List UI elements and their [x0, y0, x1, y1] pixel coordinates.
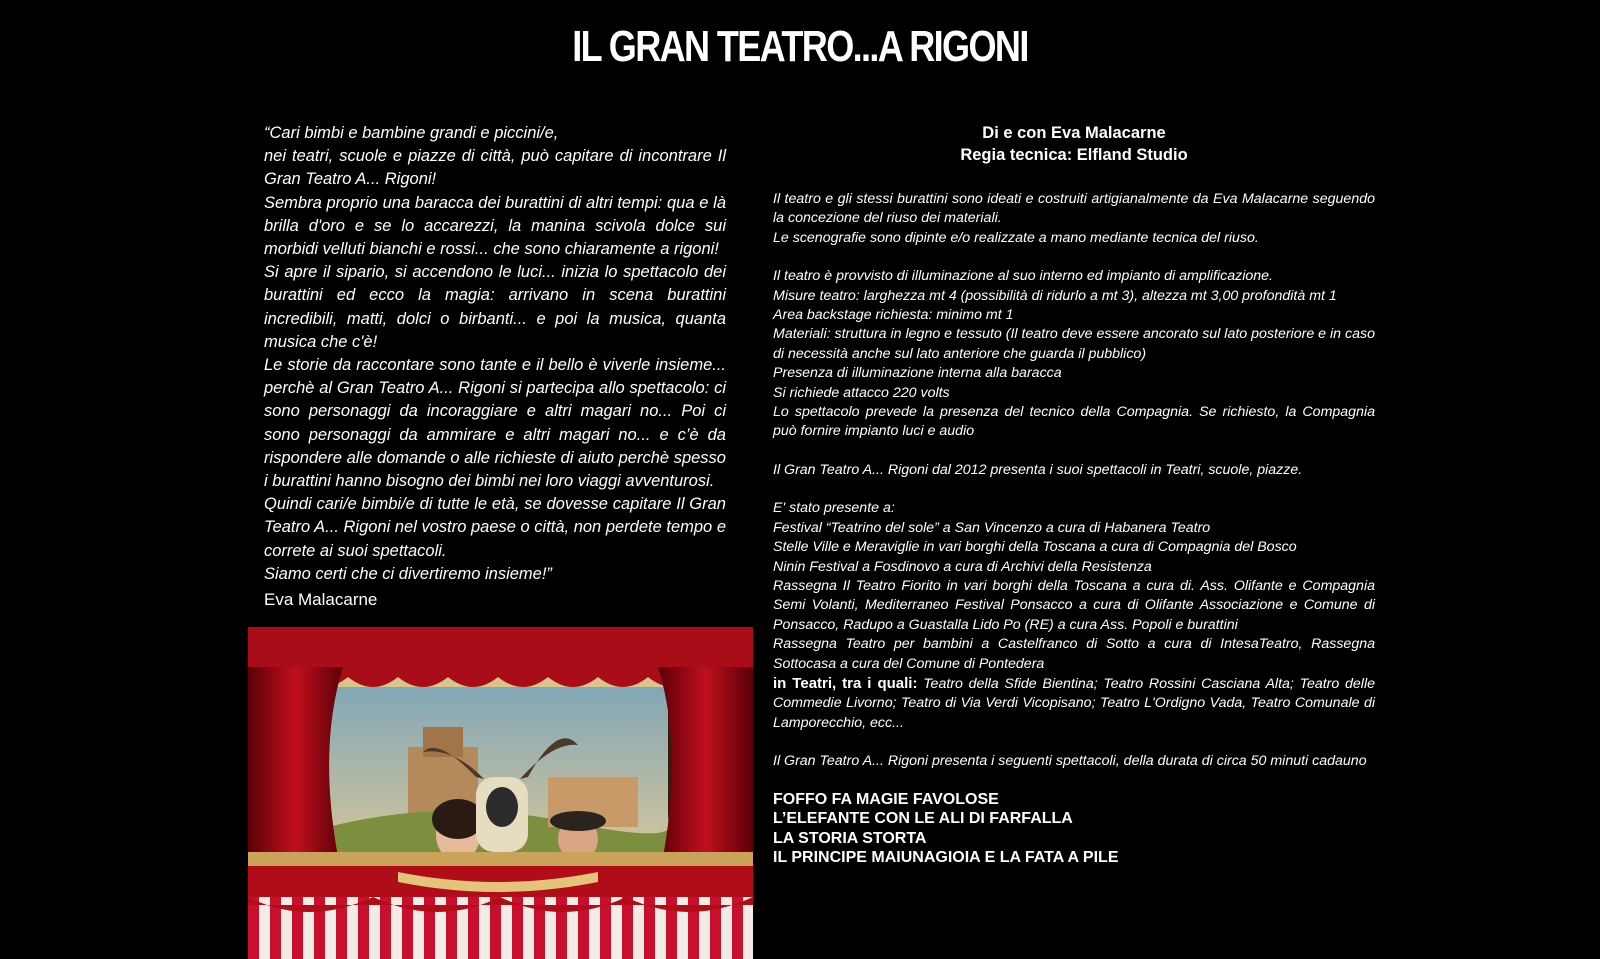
signature: Eva Malacarne [264, 590, 378, 609]
show-title: L’ELEFANTE CON LE ALI DI FARFALLA [773, 810, 1073, 828]
info-paragraph: Lo spettacolo prevede la presenza del tecnico della Compagnia. Se richiesto, la Compagnia può fornire impianto luci e audio [773, 404, 1375, 440]
theatres-list: Teatro della Sfide Bientina; Teatro Rossini Casciana Alta; Teatro delle Commedie Livorno; Teatro di Via Verdi Vicopisano; Teatro L'Ordigno Vada, Teatro Comunale di Lamporecchio, ecc... [773, 675, 1376, 731]
letter-paragraph: Le storie da raccontare sono tante e il bello è viverle insieme... perchè al Gran Teatro A... Rigoni si partecipa allo spettacolo: ci sono personaggi da incoraggiare e altri magari no... Poi ci sono personaggi da ammirare e altri magari no... e c’è da rispondere alle domande o alle richieste di aiuto perchè spesso i burattini hanno bisogno dei bimbi nei loro viaggi avventurosi. [264, 356, 726, 491]
info-paragraph: Presenza di illuminazione interna alla baracca [773, 365, 1062, 382]
letter-paragraph: Siamo certi che ci divertiremo insieme!” [264, 564, 552, 583]
info-paragraph: E' stato presente a: [773, 500, 895, 517]
info-column [773, 122, 1375, 868]
credits-technical: Regia tecnica: Elfland Studio [960, 146, 1188, 164]
show-title: LA STORIA STORTA [773, 829, 927, 847]
info-paragraph: Ninin Festival a Fosdinovo a cura di Archivi della Resistenza [773, 558, 1152, 575]
info-paragraph [773, 674, 1375, 733]
puppet-theatre-photo [248, 627, 753, 959]
letter-paragraph: “Cari bimbi e bambine grandi e piccini/e, [264, 124, 559, 142]
info-paragraph: Festival “Teatrino del sole” a San Vincenzo a cura di Habanera Teatro [773, 519, 1211, 536]
page-title: IL GRAN TEATRO...A RIGONI [572, 22, 1028, 71]
info-paragraph: Misure teatro: larghezza mt 4 (possibilità di ridurlo a mt 3), altezza mt 3,00 profondità mt 1 [773, 287, 1337, 304]
show-title: FOFFO FA MAGIE FAVOLOSE [773, 790, 999, 808]
intro-letter [264, 122, 726, 586]
info-paragraph: Rassegna Teatro per bambini a Castelfranco di Sotto a cura di IntesaTeatro, Rassegna Sottocasa a cura del Comune di Pontedera [773, 636, 1375, 672]
info-paragraph: Il Gran Teatro A... Rigoni dal 2012 presenta i suoi spettacoli in Teatri, scuole, piazze. [773, 461, 1303, 478]
info-paragraph: Le scenografie sono dipinte e/o realizzate a mano mediante tecnica del riuso. [773, 229, 1259, 246]
letter-paragraph: nei teatri, scuole e piazze di città, può capitare di incontrare Il Gran Teatro A... Rigoni! [264, 147, 726, 189]
theatres-label: in Teatri, tra i quali: [773, 674, 918, 692]
info-paragraph: Stelle Ville e Meraviglie in vari borghi della Toscana a cura di Compagnia del Bosco [773, 539, 1297, 556]
info-paragraph: Rassegna Il Teatro Fiorito in vari borghi della Toscana a cura di. Ass. Olifante e Compagnia Semi Volanti, Mediterraneo Festival Ponsacco a cura di Olifante Associazione e Comune di Ponsacco, Radupo a Guastalla Lido Po (RE) a cura Ass. Popoli e burattini [773, 577, 1375, 633]
credits-author: Di e con Eva Malacarne [982, 124, 1166, 142]
puppet-theatre-illustration [248, 627, 753, 959]
info-paragraph: Il teatro e gli stessi burattini sono ideati e costruiti artigianalmente da Eva Malacarne seguendo la concezione del riuso dei materiali. [773, 191, 1375, 227]
show-title: IL PRINCIPE MAIUNAGIOIA E LA FATA A PILE [773, 849, 1119, 867]
info-paragraph: Il Gran Teatro A... Rigoni presenta i seguenti spettacoli, della durata di circa 50 minuti cadauno [773, 753, 1367, 770]
letter-paragraph: Quindi cari/e bimbi/e di tutte le età, se dovesse capitare Il Gran Teatro A... Rigoni nel vostro paese o città, non perdete tempo e correte ai suoi spettacoli. [264, 495, 726, 560]
letter-paragraph: Si apre il sipario, si accendono le luci... inizia lo spettacolo dei burattini ed ecco la magia: arrivano in scena burattini incredibili, matti, dolci o birbanti... e poi la musica, quanta musica che c'è! [264, 263, 726, 351]
info-paragraph: Il teatro è provvisto di illuminazione al suo interno ed impianto di amplificazione. [773, 268, 1273, 285]
letter-paragraph: Sembra proprio una baracca dei burattini di altri tempi: qua e là brilla d'oro e se lo accarezzi, la manina scivola dolce sui morbidi velluti bianchi e rossi... che sono chiaramente a rigoni! [264, 193, 726, 259]
info-paragraph: Area backstage richiesta: minimo mt 1 [773, 307, 1014, 324]
shows-list [773, 790, 1375, 868]
info-paragraph: Si richiede attacco 220 volts [773, 384, 950, 401]
info-paragraph: Materiali: struttura in legno e tessuto (Il teatro deve essere ancorato sul lato posteriore e in caso di necessità anche sul lato anteriore che guarda il pubblico) [773, 326, 1375, 362]
credits [773, 122, 1375, 166]
